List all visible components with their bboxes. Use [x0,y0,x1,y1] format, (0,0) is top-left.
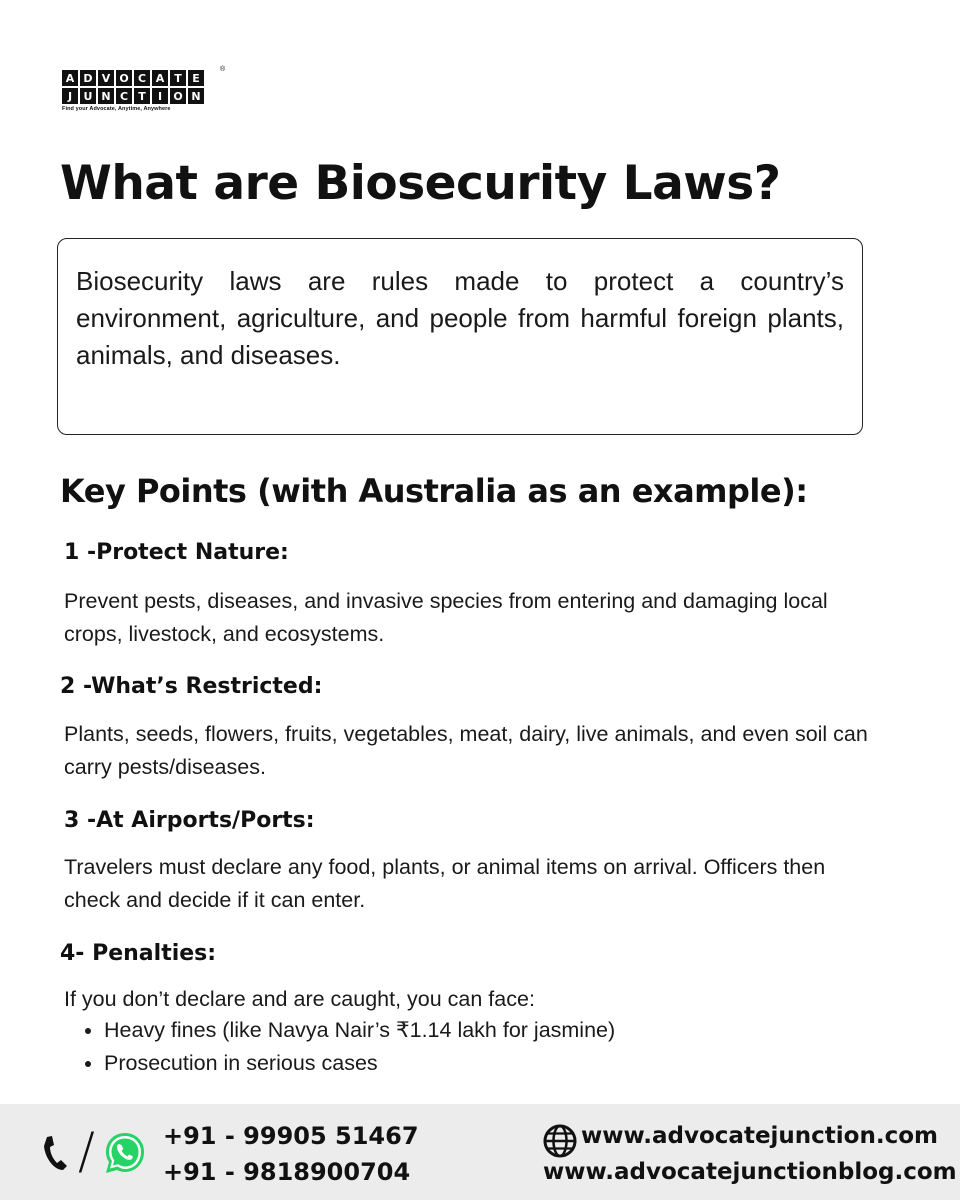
definition-box [57,238,863,435]
definition-text: Biosecurity laws are rules made to protect a country’s environment, agriculture, and people from harmful foreign plants, animals, and diseases. [76,266,844,370]
registered-mark: ® [220,66,226,73]
logo-letter: A [152,70,168,86]
list-item: • Prosecution in serious cases [104,1047,615,1080]
phone-number-1[interactable]: +91 - 99905 51467 [163,1122,419,1150]
logo-letter: T [134,88,150,104]
logo-letter: U [80,88,96,104]
penalty-list [64,1014,615,1080]
logo-letter: D [80,70,96,86]
contact-footer [0,1104,960,1200]
logo-letter: N [98,88,114,104]
logo-letter: A [62,70,78,86]
phone-icon [40,1134,68,1172]
point-1-body: Prevent pests, diseases, and invasive species from entering and damaging local crops, livestock, and ecosystems. [64,589,828,646]
brand-logo [62,66,228,112]
point-2-body: Plants, seeds, flowers, fruits, vegetables, meat, dairy, live animals, and even soil can carry pests/diseases. [64,722,868,779]
logo-letter: J [62,88,78,104]
logo-letter: V [98,70,114,86]
list-item: • Heavy fines (like Navya Nair’s ₹1.14 lakh for jasmine) [104,1014,615,1047]
key-points-heading: Key Points (with Australia as an example): [60,472,808,510]
phone-number-2[interactable]: +91 - 9818900704 [163,1158,411,1186]
logo-row-advocate [62,70,228,86]
point-4-body: If you don’t declare and are caught, you can face: [64,987,535,1011]
logo-letter: T [170,70,186,86]
logo-letter: N [188,88,204,104]
separator-slash: / [78,1122,95,1180]
logo-letter: I [152,88,168,104]
website-links [543,1118,957,1190]
logo-letter: O [170,88,186,104]
point-1-title: 1 -Protect Nature: [64,540,289,565]
phone-numbers [163,1118,419,1190]
logo-row-junction [62,88,228,104]
logo-letter: E [188,70,204,86]
logo-letter: O [116,70,132,86]
logo-tagline: Find your Advocate, Anytime, Anywhere [62,106,171,112]
whatsapp-icon [102,1130,148,1176]
website-link-2[interactable]: www.advocatejunctionblog.com [543,1159,957,1185]
logo-letter: C [134,70,150,86]
point-3-title: 3 -At Airports/Ports: [64,808,315,833]
page-title: What are Biosecurity Laws? [60,156,781,211]
point-4-title: 4- Penalties: [60,941,217,966]
point-2-title: 2 -What’s Restricted: [60,674,323,699]
point-3-body: Travelers must declare any food, plants, or animal items on arrival. Officers then check and decide if it can enter. [64,855,826,912]
website-link-1[interactable]: www.advocatejunction.com [581,1123,938,1149]
logo-letter: C [116,88,132,104]
